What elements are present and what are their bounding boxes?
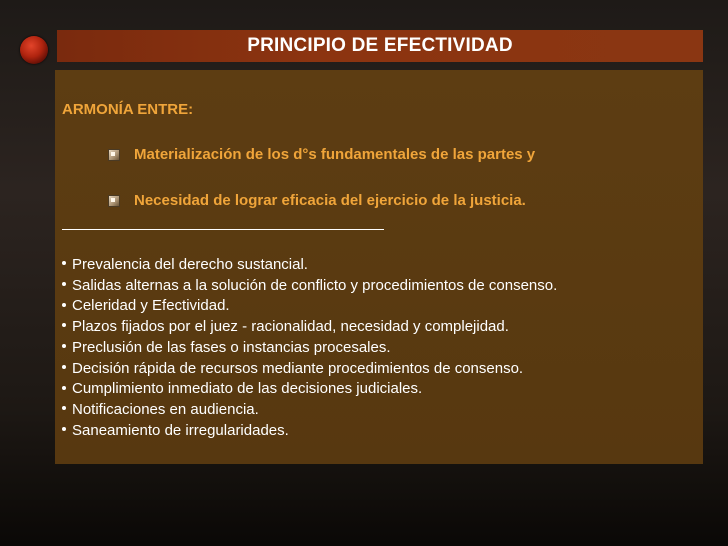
list-item — [62, 379, 557, 400]
divider-line — [62, 229, 384, 230]
square-bullet-icon — [108, 195, 120, 207]
bullet-dot-icon — [62, 261, 66, 265]
sub-item — [108, 192, 526, 209]
list-item-text: Celeridad y Efectividad. — [72, 297, 230, 315]
list-item — [62, 296, 557, 317]
list-item — [62, 276, 557, 297]
section-heading: ARMONÍA ENTRE: — [62, 101, 194, 118]
bullet-dot-icon — [62, 406, 66, 410]
bullet-dot-icon — [62, 282, 66, 286]
bullet-dot-icon — [62, 386, 66, 390]
sub-item — [108, 146, 535, 163]
list-item-text: Plazos fijados por el juez - racionalidad, necesidad y complejidad. — [72, 318, 509, 336]
list-item — [62, 400, 557, 421]
list-item-text: Prevalencia del derecho sustancial. — [72, 256, 308, 273]
square-bullet-icon — [108, 149, 120, 161]
list-item-text: Preclusión de las fases o instancias procesales. — [72, 338, 391, 356]
bullet-list — [62, 255, 557, 441]
list-item-text: Notificaciones en audiencia. — [72, 400, 259, 418]
list-item-text: Saneamiento de irregularidades. — [72, 421, 289, 439]
red-orb-icon — [20, 36, 48, 64]
title-bar — [57, 30, 703, 62]
sub-item-text: Materialización de los d°s fundamentales de las partes y — [134, 146, 536, 163]
list-item — [62, 359, 557, 380]
list-item-text: Cumplimiento inmediato de las decisiones judiciales. — [72, 380, 423, 398]
bullet-dot-icon — [62, 303, 66, 307]
bullet-dot-icon — [62, 427, 66, 431]
sub-item-text: Necesidad de lograr eficacia del ejercicio de la justicia. — [134, 192, 526, 209]
list-item-text: Decisión rápida de recursos mediante procedimientos de consenso. — [72, 359, 524, 377]
slide-title: PRINCIPIO DE EFECTIVIDAD — [247, 35, 513, 56]
list-item — [62, 317, 557, 338]
list-item — [62, 255, 557, 276]
bullet-dot-icon — [62, 365, 66, 369]
list-item — [62, 421, 557, 442]
list-item — [62, 338, 557, 359]
list-item-text: Salidas alternas a la solución de conflicto y procedimientos de consenso. — [72, 276, 558, 294]
bullet-dot-icon — [62, 323, 66, 327]
bullet-dot-icon — [62, 344, 66, 348]
